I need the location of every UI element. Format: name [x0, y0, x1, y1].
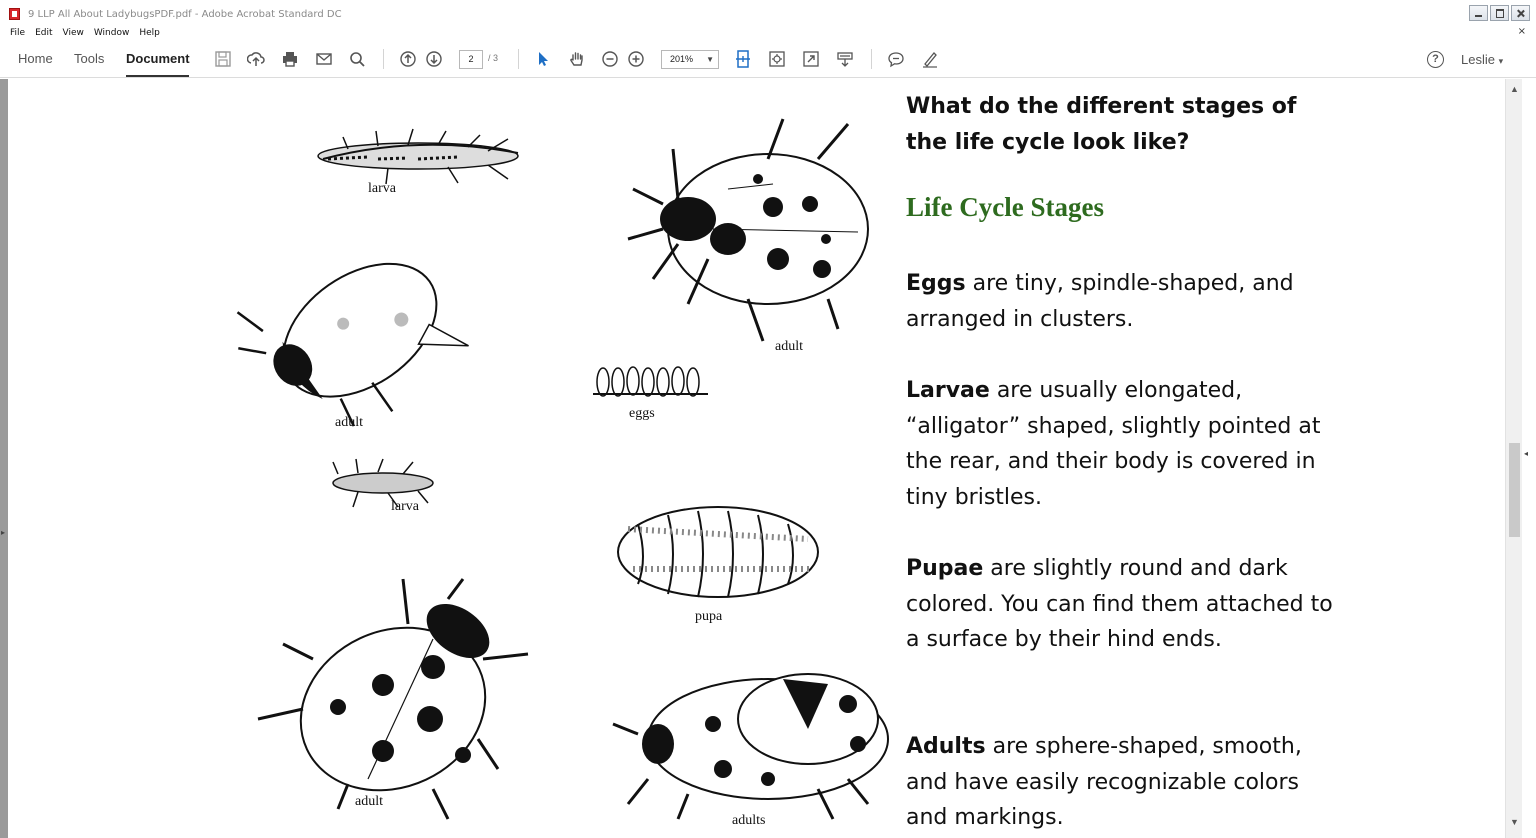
select-arrow-icon[interactable] [533, 49, 553, 69]
toolbar-separator [518, 49, 519, 69]
tab-tools[interactable]: Tools [74, 51, 105, 66]
comment-icon[interactable] [886, 49, 906, 69]
zoom-out-icon[interactable] [600, 49, 620, 69]
zoom-in-icon[interactable] [626, 49, 646, 69]
hand-icon[interactable] [567, 49, 587, 69]
full-screen-icon[interactable] [801, 49, 821, 69]
caption-eggs: eggs [629, 406, 655, 421]
page-total: / 3 [488, 53, 499, 63]
menu-file[interactable]: File [10, 28, 26, 38]
paragraph-eggs [906, 266, 1336, 337]
zoom-level-select[interactable] [661, 50, 719, 69]
paragraph-larvae [906, 373, 1336, 515]
scroll-up-icon[interactable]: ▲ [1510, 84, 1519, 94]
caption-adult-right: adult [775, 339, 803, 354]
expand-right-pane-icon[interactable]: ◂ [1524, 449, 1529, 458]
larva-drawing [318, 129, 518, 184]
read-mode-icon[interactable] [835, 49, 855, 69]
window-controls [1467, 5, 1530, 21]
section-subheading: Life Cycle Stages [906, 192, 1104, 222]
prev-page-icon[interactable] [398, 49, 418, 69]
fit-page-icon[interactable] [733, 49, 753, 69]
chevron-down-icon: ▼ [706, 55, 714, 64]
sign-icon[interactable] [920, 49, 940, 69]
text-adults: are sphere-shaped, smooth, and have easily recognizable colors and markings. [906, 734, 1302, 831]
term-eggs: Eggs [906, 271, 966, 296]
marquee-zoom-icon[interactable] [767, 49, 787, 69]
help-icon[interactable]: ? [1427, 51, 1444, 68]
user-menu[interactable] [1461, 52, 1503, 67]
page-number-input[interactable]: 2 [459, 50, 483, 69]
paragraph-pupae [906, 551, 1336, 658]
search-icon[interactable] [347, 49, 367, 69]
term-pupae: Pupae [906, 556, 984, 581]
close-document-button[interactable]: × [1517, 26, 1526, 37]
toolbar-separator [871, 49, 872, 69]
zoom-level-value: 201% [670, 54, 694, 64]
close-window-button[interactable] [1511, 5, 1530, 21]
scrollbar-thumb[interactable] [1509, 443, 1520, 537]
eggs-drawing [593, 367, 708, 396]
user-name: Leslie [1461, 52, 1495, 67]
title-bar [0, 0, 1536, 26]
tab-document[interactable]: Document [126, 51, 190, 66]
ladybug-life-cycle-illustration [208, 79, 898, 838]
term-larvae: Larvae [906, 378, 990, 403]
adult-bottom-drawing [258, 579, 528, 820]
menu-view[interactable]: View [62, 28, 84, 38]
caption-pupa: pupa [695, 609, 723, 624]
expand-left-pane-icon[interactable]: ▸ [1, 528, 6, 537]
text-larvae: are usually elongated, “alligator” shaped, slightly pointed at the rear, and their body is covered in tiny bristles. [906, 378, 1321, 510]
restore-button[interactable] [1490, 5, 1509, 21]
toolbar [0, 40, 1536, 78]
left-pane-collapsed[interactable] [0, 79, 8, 838]
adults-pair-drawing [613, 674, 888, 819]
vertical-scrollbar[interactable] [1505, 79, 1522, 838]
text-pupae: are slightly round and dark colored. You can find them attached to a surface by their hind ends. [906, 556, 1333, 653]
paragraph-adults [906, 729, 1336, 836]
caption-adult-bottom: adult [355, 794, 383, 809]
document-page [8, 79, 1505, 838]
caption-larva-top: larva [368, 181, 396, 196]
acrobat-pdf-icon [9, 8, 20, 20]
caption-adults: adults [732, 813, 766, 828]
scroll-down-icon[interactable]: ▼ [1510, 817, 1519, 827]
caption-larva-mid: larva [391, 499, 419, 514]
term-adults: Adults [906, 734, 986, 759]
menu-bar [0, 26, 1536, 40]
caption-adult-left: adult [335, 415, 363, 430]
toolbar-separator [383, 49, 384, 69]
window-title: 9 LLP All About LadybugsPDF.pdf - Adobe Acrobat Standard DC [28, 9, 342, 20]
minimize-button[interactable] [1469, 5, 1488, 21]
menu-window[interactable]: Window [93, 28, 130, 38]
menu-edit[interactable]: Edit [35, 28, 53, 38]
pupa-drawing [618, 507, 818, 597]
section-heading: What do the different stages of the life cycle look like? [906, 94, 1297, 155]
active-tab-indicator [126, 75, 189, 77]
chevron-down-icon: ▾ [1498, 56, 1504, 66]
save-icon[interactable] [213, 49, 233, 69]
adult-beetle-drawing [628, 119, 868, 341]
print-icon[interactable] [280, 49, 300, 69]
text-eggs: are tiny, spindle-shaped, and arranged in clusters. [906, 271, 1294, 332]
mail-icon[interactable] [314, 49, 334, 69]
upload-icon[interactable] [246, 49, 266, 69]
menu-help[interactable]: Help [139, 28, 160, 38]
right-pane-collapsed[interactable] [1522, 79, 1536, 838]
next-page-icon[interactable] [424, 49, 444, 69]
tab-home[interactable]: Home [18, 51, 53, 66]
